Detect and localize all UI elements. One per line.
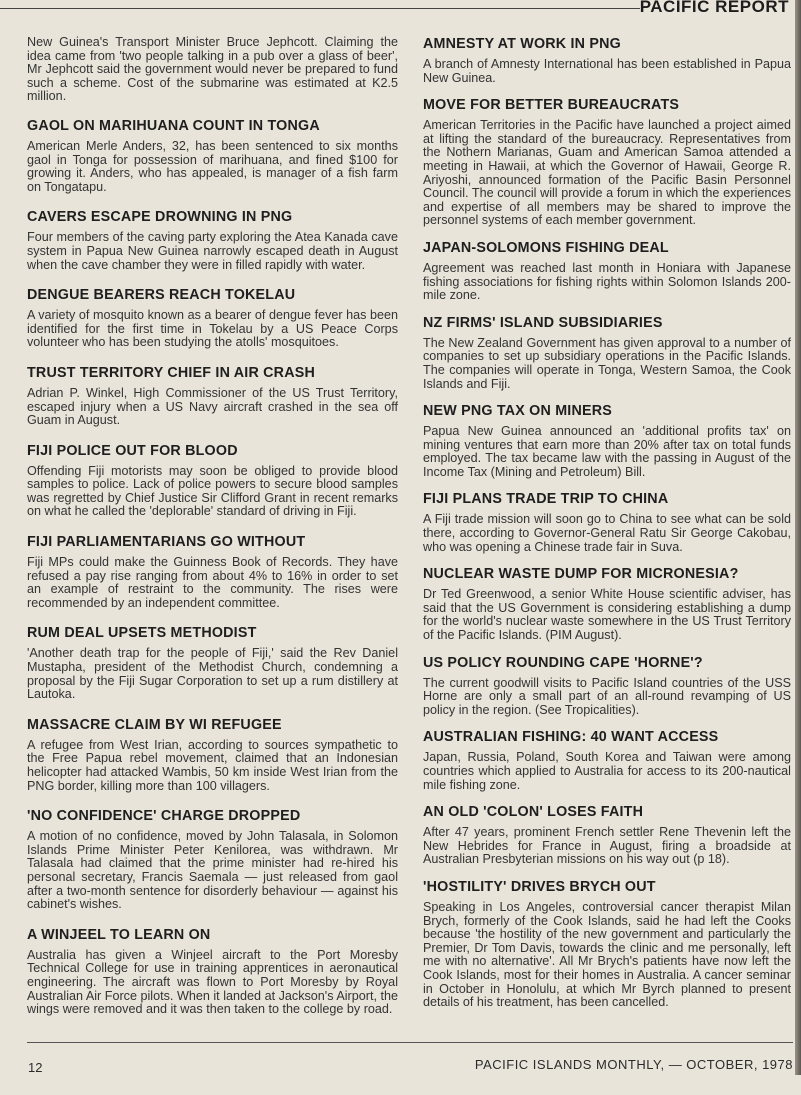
news-headline: NZ FIRMS' ISLAND SUBSIDIARIES	[423, 314, 663, 331]
news-body: A Fiji trade mission will soon go to China to see what can be sold there, according to Governor-General Ratu Sir George Cakobau, who was opening a Chinese trade fair in Suva.	[423, 512, 791, 554]
news-body: A motion of no confidence, moved by John Talasala, in Solomon Islands Prime Minister Peter Kenilorea, was withdrawn. Mr Talasala had claimed that the prime minister had re-hired his personal secretary, Francis Saemala — just released from gaol after a two-month sentence for disorderly behaviour — against his cabinet's wishes.	[27, 829, 398, 912]
left-column	[27, 36, 398, 1032]
news-headline: JAPAN-SOLOMONS FISHING DEAL	[423, 239, 669, 256]
running-head: PACIFIC REPORT	[639, 0, 789, 16]
news-item	[27, 209, 398, 272]
news-body: A variety of mosquito known as a bearer of dengue fever has been identified for the first time in Tokelau by a US Peace Corps volunteer who has been studying the atolls' mosquitoes.	[27, 308, 398, 350]
news-item	[27, 287, 398, 350]
top-rule	[0, 8, 640, 9]
news-headline: RUM DEAL UPSETS METHODIST	[27, 625, 257, 642]
news-headline: NEW PNG TAX ON MINERS	[423, 403, 613, 420]
news-body: Japan, Russia, Poland, South Korea and Taiwan were among countries which applied to Australia for access to its 200-nautical mile fishing zone.	[423, 750, 791, 792]
right-column	[423, 36, 791, 1022]
news-item	[27, 534, 398, 610]
news-item	[423, 315, 791, 391]
news-body: Australia has given a Winjeel aircraft to the Port Moresby Technical College for use in training apprentices in aeronautical engineering. The aircraft was flown to Port Moresby by Royal Australian Air Force pilots. When it landed at Jackson's Airport, the wings were removed and it was then taken to the college by road.	[27, 947, 398, 1017]
news-body: American Territories in the Pacific have launched a project aimed at lifting the standard of the bureaucracy. Representatives from the Nothern Marianas, Guam and American Samoa attended a meeting in Hawaii, at which the Governor of Hawaii, George R. Ariyoshi, announced formation of the Pacific Basin Personnel Council. The council will provide a forum in which the experiences and expertise of all members may be shared to improve the personnel systems of each member government.	[423, 118, 791, 228]
news-headline: NUCLEAR WASTE DUMP FOR MICRONESIA?	[423, 566, 739, 583]
news-item	[423, 403, 791, 479]
footer-rule	[27, 1042, 793, 1043]
news-body: The New Zealand Government has given approval to a number of companies to set up subsidiary operations in the Pacific Islands. The companies will operate in Tonga, Western Samoa, the Cook Islands and Fiji.	[423, 335, 791, 391]
news-headline: DENGUE BEARERS REACH TOKELAU	[27, 287, 296, 304]
news-body: Four members of the caving party exploring the Atea Kanada cave system in Papua New Guinea narrowly escaped death in August when the cave chamber they were in filled rapidly with water.	[27, 230, 398, 272]
news-body: Dr Ted Greenwood, a senior White House scientific adviser, has said that the US Government is considering establishing a dump for the world's nuclear waste somewhere in the US Trust Territory of the Pacific Islands. (PIM August).	[423, 587, 791, 643]
news-body: A branch of Amnesty International has been established in Papua New Guinea.	[423, 57, 791, 85]
news-headline: A WINJEEL TO LEARN ON	[27, 926, 211, 943]
news-item	[423, 566, 791, 642]
news-item	[423, 804, 791, 867]
news-item	[423, 97, 791, 228]
news-item	[27, 118, 398, 194]
page-number: 12	[28, 1060, 43, 1075]
news-body: The current goodwill visits to Pacific Island countries of the USS Horne are only a small part of an all-round revamping of US policy in the region. (See Tropicalities).	[423, 675, 791, 717]
news-headline: MASSACRE CLAIM BY WI REFUGEE	[27, 716, 282, 733]
news-body: Speaking in Los Angeles, controversial cancer therapist Milan Brych, formerly of the Cook Islands, said he had left the Cooks because 'the hostility of the new government and particularly the Premier, Dr Tom Davis, towards the clinic and me personally, left me with no alternative'. All Mr Brych's patients have now left the Cook Islands, most for their homes in Australia. A cancer seminar in October in Honolulu, at which Mr Byrch planned to present details of his treatment, has been cancelled.	[423, 899, 791, 1010]
news-headline: AUSTRALIAN FISHING: 40 WANT ACCESS	[423, 729, 719, 746]
news-body: A refugee from West Irian, according to sources sympathetic to the Free Papua rebel movement, claimed that an Indonesian helicopter had attacked Wambis, 50 km inside West Irian from the PNG border, killing more than 100 villagers.	[27, 737, 398, 793]
news-headline: AN OLD 'COLON' LOSES FAITH	[423, 804, 644, 821]
news-item	[27, 443, 398, 519]
news-item	[423, 655, 791, 718]
news-headline: AMNESTY AT WORK IN PNG	[423, 36, 621, 52]
news-headline: FIJI PARLIAMENTARIANS GO WITHOUT	[27, 534, 306, 551]
news-body: Papua New Guinea announced an 'additional profits tax' on mining ventures that earn more than 20% after tax on total funds employed. The tax became law with the passing in August of the Income Tax (Mining and Petroleum) Bill.	[423, 424, 791, 479]
news-body: Offending Fiji motorists may soon be obliged to provide blood samples to police. Lack of police powers to secure blood samples was regretted by Chief Justice Sir Clifford Grant in recent remarks on what he called the 'deplorable' standard of driving in Fiji.	[27, 463, 398, 519]
news-headline: TRUST TERRITORY CHIEF IN AIR CRASH	[27, 364, 315, 381]
page-edge-shadow	[795, 0, 801, 1075]
news-body: Adrian P. Winkel, High Commissioner of the US Trust Territory, escaped injury when a US Navy aircraft crashed in the sea off Guam in August.	[27, 385, 398, 428]
news-headline: 'NO CONFIDENCE' CHARGE DROPPED	[27, 808, 301, 825]
news-item	[423, 36, 791, 85]
news-body: After 47 years, prominent French settler Rene Thevenin left the New Hebrides for France in August, firing a broadside at Australian Presbyterian missions on his way out (p 18).	[423, 825, 791, 867]
news-headline: CAVERS ESCAPE DROWNING IN PNG	[27, 209, 293, 226]
news-headline: FIJI PLANS TRADE TRIP TO CHINA	[423, 491, 669, 508]
news-item	[27, 625, 398, 701]
news-item	[423, 879, 791, 1010]
news-headline: FIJI POLICE OUT FOR BLOOD	[27, 442, 238, 459]
news-body: 'Another death trap for the people of Fiji,' said the Rev Daniel Mustapha, president of the Methodist Church, condemning a proposal by the Fiji Sugar Corporation to set up a rum distillery at Lautoka.	[27, 646, 398, 702]
news-headline: MOVE FOR BETTER BUREAUCRATS	[423, 97, 680, 114]
news-item	[423, 491, 791, 554]
news-item	[27, 808, 398, 912]
news-item	[423, 240, 791, 303]
news-body: Fiji MPs could make the Guinness Book of Records. They have refused a pay rise ranging from about 4% to 16% in order to set an example of restraint to the community. The rises were recommended by an independent committee.	[27, 555, 398, 610]
publication-footer: PACIFIC ISLANDS MONTHLY, — OCTOBER, 1978	[474, 1057, 793, 1072]
news-headline: GAOL ON MARIHUANA COUNT IN TONGA	[27, 117, 320, 134]
news-headline: US POLICY ROUNDING CAPE 'HORNE'?	[423, 654, 703, 671]
news-body: Agreement was reached last month in Honiara with Japanese fishing associations for fishing rights within Solomon Islands 200-mile zone.	[423, 260, 791, 303]
news-body: American Merle Anders, 32, has been sentenced to six months gaol in Tonga for possession of marihuana, and fined $100 for growing it. Anders, who has appealed, is manager of a fish farm on Tongatapu.	[27, 138, 398, 194]
news-item	[27, 927, 398, 1017]
news-item	[27, 365, 398, 428]
news-item	[27, 717, 398, 793]
news-headline: 'HOSTILITY' DRIVES BRYCH OUT	[423, 878, 656, 895]
news-item	[423, 729, 791, 792]
continued-article-text: New Guinea's Transport Minister Bruce Jephcott. Claiming the idea came from 'two people talking in a pub over a glass of beer', Mr Jephcott said the government would never be prepared to fund such a scheme. Cost of the submarine was estimated at K2.5 million.	[27, 35, 398, 104]
